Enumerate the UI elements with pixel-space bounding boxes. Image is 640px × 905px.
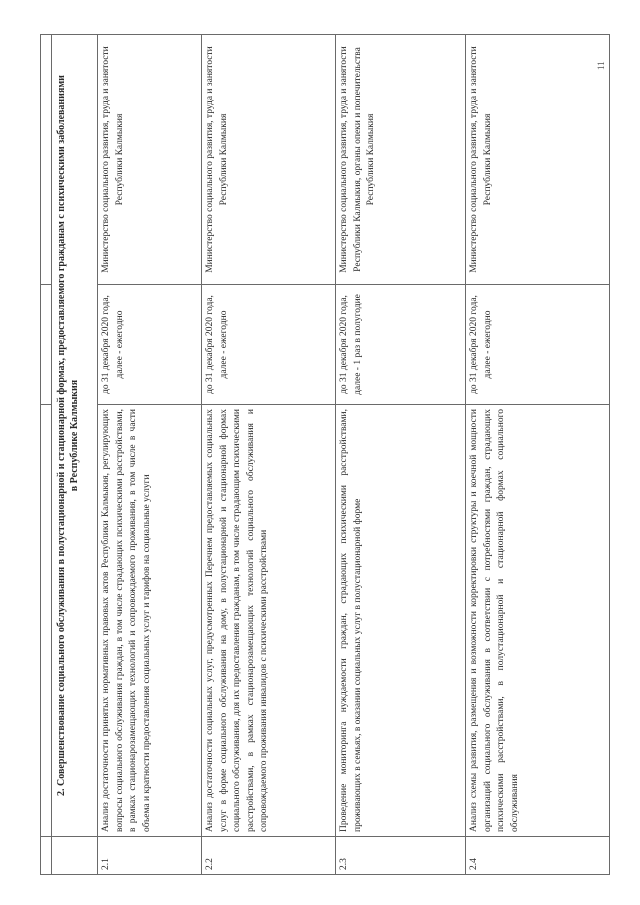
responsible-text: Министерство социального развития, труда и занятости Республики Калмыкия, органы опеки и попечительства Республики Калмыкия — [336, 35, 466, 285]
measures-table — [40, 34, 610, 875]
deadline-text: до 31 декабря 2020 года, далее - ежегодно — [202, 285, 336, 405]
page-number: 11 — [596, 61, 606, 70]
measure-text: Анализ достаточности принятых нормативных правовых актов Республики Калмыкия, регулирующих вопросы социального обслуживания граждан, в том числе страдающих психическими расстройствами, в рамках стационарозамещающих технологий и сопровождаемого проживания, в том числе в части объема и кратности предоставления социальных услуг и тарифов на социальные услуги — [98, 405, 202, 837]
responsible-text: Министерство социального развития, труда и занятости Республики Калмыкия — [466, 35, 610, 285]
table-row — [336, 35, 466, 875]
responsible-text: Министерство социального развития, труда и занятости Республики Калмыкия — [202, 35, 336, 285]
measure-text: Анализ достаточности социальных услуг, предусмотренных Перечнем предоставляемых социальных услуг в форме социального обслуживания на дому, в полустационарной и стационарной формах социального обслуживания, для их предоставления гражданам, в том числе страдающим психическими расстройствами, в рамках стационарозамещающих технологий социального обслуживания и сопровождаемого проживания инвалидов с психическими расстройствами — [202, 405, 336, 837]
responsible-text: Министерство социального развития, труда и занятости Республики Калмыкия — [98, 35, 202, 285]
deadline-text: до 31 декабря 2020 года, далее - ежегодно — [466, 285, 610, 405]
row-number: 2.3 — [336, 837, 466, 875]
deadline-text: до 31 декабря 2020 года, далее - ежегодно — [98, 285, 202, 405]
measure-text: Проведение мониторинга нуждаемости граждан, страдающих психическими расстройствами, проживающих в семьях, в оказании социальных услуг в полустационарной форме — [336, 405, 466, 837]
table-row — [98, 35, 202, 875]
row-number: 2.4 — [466, 837, 610, 875]
table-row — [202, 35, 336, 875]
table-top-border-row — [41, 35, 52, 875]
table-row — [466, 35, 610, 875]
row-number: 2.1 — [98, 837, 202, 875]
row-number: 2.2 — [202, 837, 336, 875]
deadline-text: до 31 декабря 2020 года, далее - 1 раз в полугодие — [336, 285, 466, 405]
measure-text: Анализ схемы развития, размещения и возможности корректировки структуры и коечной мощности организаций социального обслуживания в соответствии с потребностями граждан, страдающих психическими расстройствами, в полустационарной и стационарной формах социального обслуживания — [466, 405, 610, 837]
section-header-row — [52, 35, 98, 875]
rotated-table-wrapper — [40, 35, 610, 875]
section-title: 2. Совершенствование социального обслуживания в полустационарной и стационарной формах, предоставляемого гражданам с психическими заболеваниями в Республике Калмыкия — [52, 35, 98, 837]
